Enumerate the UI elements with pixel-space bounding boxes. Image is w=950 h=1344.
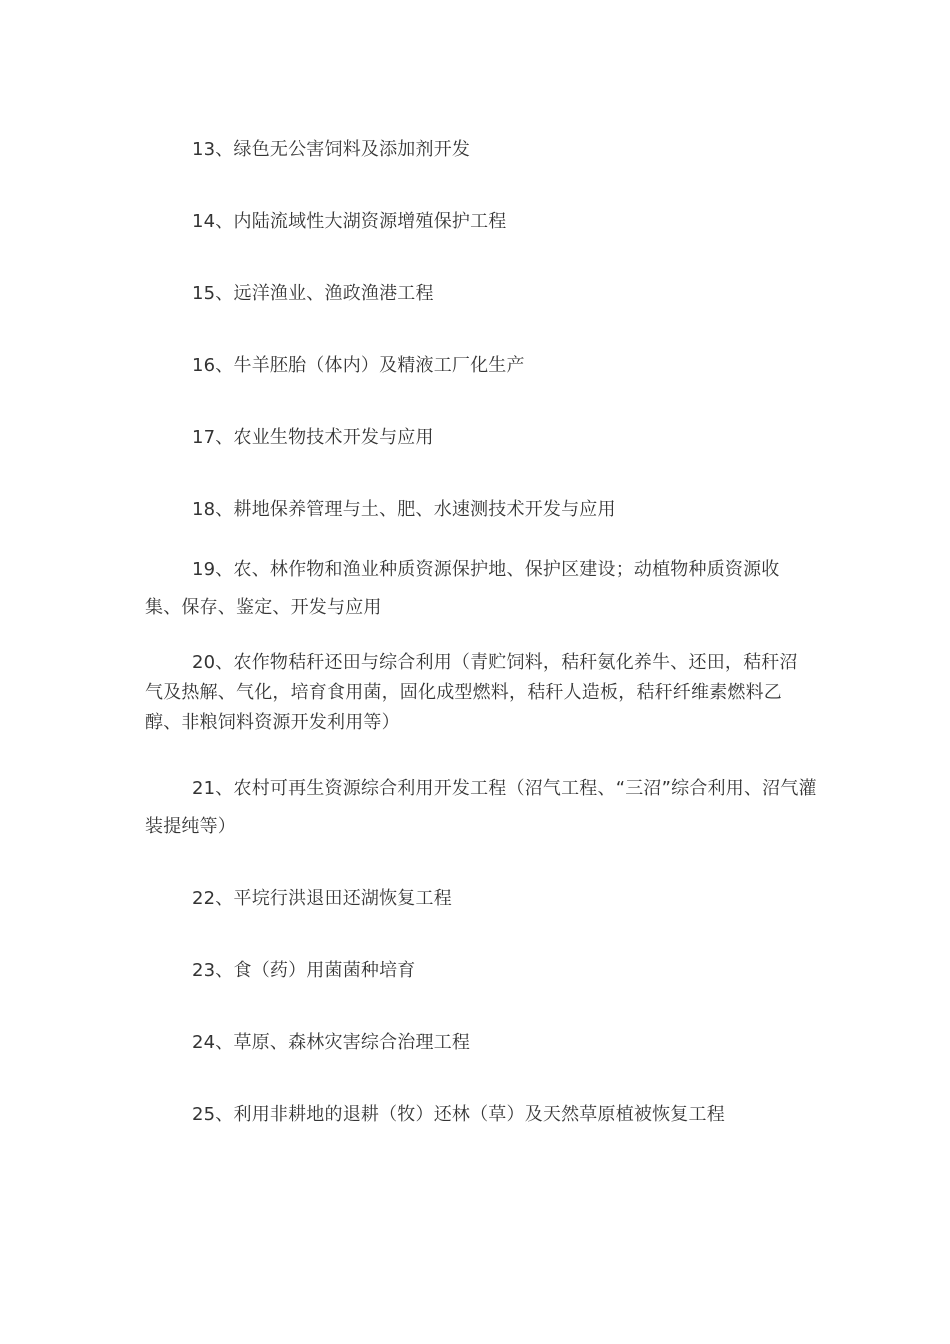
- list-item-24: 24、草原、森林灾害综合治理工程: [192, 1032, 471, 1053]
- list-item-17: 17、农业生物技术开发与应用: [192, 427, 434, 448]
- list-item-22: 22、平垸行洪退田还湖恢复工程: [192, 888, 452, 909]
- list-item-23: 23、食（药）用菌菌种培育: [192, 960, 416, 981]
- list-item-14: 14、内陆流域性大湖资源增殖保护工程: [192, 211, 507, 232]
- list-item-19: 19、农、林作物和渔业种质资源保护地、保护区建设；动植物种质资源收集、保存、鉴定、开发与应用: [145, 559, 780, 618]
- list-item-20: 20、农作物秸秆还田与综合利用（青贮饲料，秸秆氨化养牛、还田，秸秆沼气及热解、气化，培育食用菌，固化成型燃料，秸秆人造板，秸秆纤维素燃料乙醇、非粮饲料资源开发利用等）: [145, 652, 798, 733]
- list-item-15: 15、远洋渔业、渔政渔港工程: [192, 283, 434, 304]
- list-item-21: 21、农村可再生资源综合利用开发工程（沼气工程、“三沼”综合利用、沼气灌装提纯等）: [145, 778, 817, 837]
- list-item-18: 18、耕地保养管理与土、肥、水速测技术开发与应用: [192, 499, 616, 520]
- list-item-16: 16、牛羊胚胎（体内）及精液工厂化生产: [192, 355, 525, 376]
- list-item-25: 25、利用非耕地的退耕（牧）还林（草）及天然草原植被恢复工程: [192, 1104, 725, 1125]
- list-item-13: 13、绿色无公害饲料及添加剂开发: [192, 139, 471, 160]
